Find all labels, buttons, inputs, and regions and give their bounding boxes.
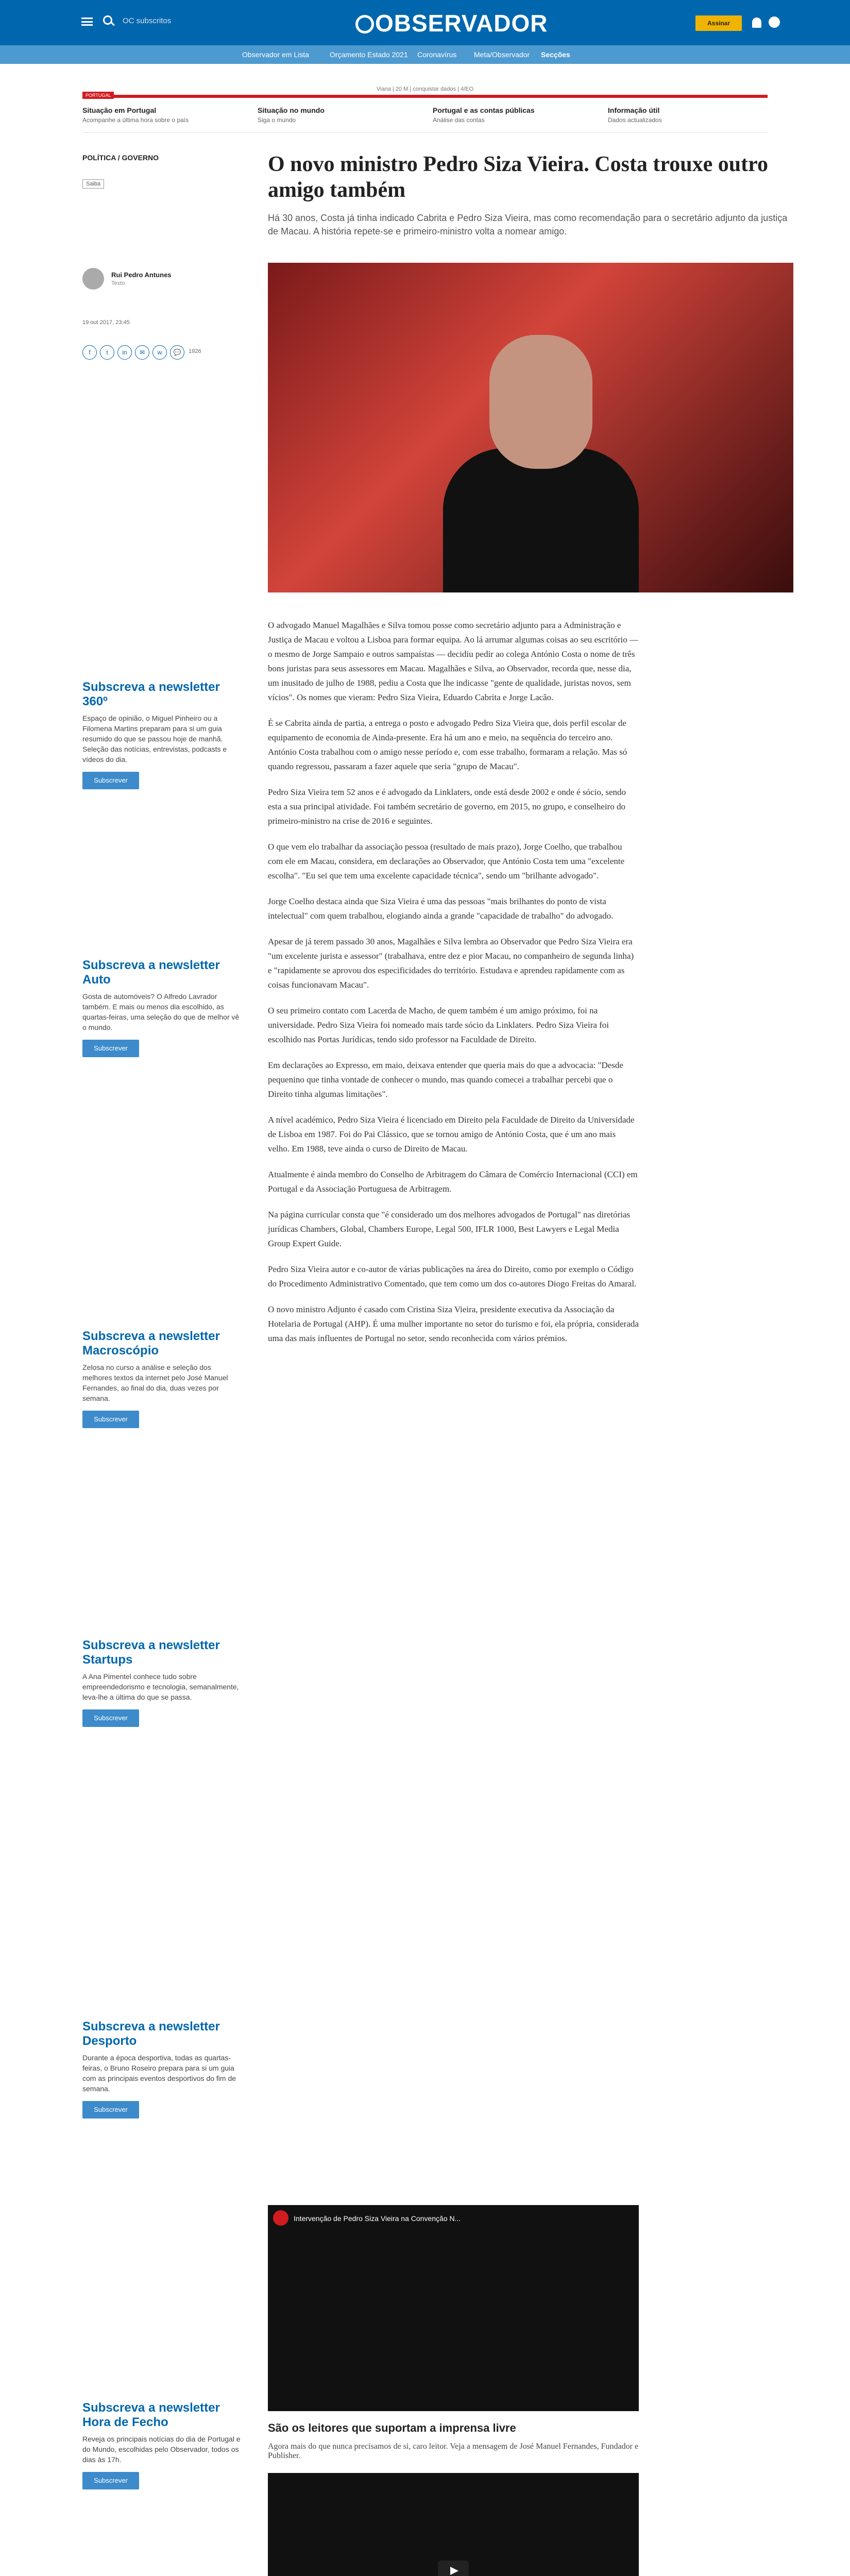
nav-item[interactable]: Coronavírus xyxy=(417,50,457,59)
newsletter-block: Subscreva a newsletter Hora de Fecho Reveja os principais notícias do dia de Portugal e do Mundo, escolhidas pelo Observador, todos os dias às 17h. Subscrever xyxy=(82,2401,242,2489)
paragraph: Pedro Siza Vieira autor e co-autor de várias publicações na área do Direito, como por exemplo o Código do Procedimento Administrativo Comentado, que tem como um dos co-autores Diogo Freitas do Amaral. xyxy=(268,1264,637,1289)
paragraph: Em declarações ao Expresso, em maio, deixava entender que queria mais do que a advocacia: "Desde pequenino que tinha vontade de conhecer o mundo, mas quando comecei a trabalhar percebi que o Direito tinha algumas limitações". xyxy=(268,1060,623,1099)
ad-ticker[interactable]: Viana | 20 M | conquistar dados | 4/EO xyxy=(376,86,474,92)
subscribe-newsletter-button[interactable]: Subscrever xyxy=(82,1709,139,1727)
related-tag: PORTUGAL xyxy=(82,92,114,99)
related-item[interactable]: Situação em Portugal Acompanhe a última hora sobre o país xyxy=(82,106,189,124)
paragraph: O que vem elo trabalhar da associação pessoa (resultado de mais prazo), Jorge Coelho, que trabalhou com ele em Macau, considera, em declarações ao Observador, que António Costa tem uma "excelente escolha". "Eu sei que tem uma excelente capacidade técnica", sendo um "brilhante advogado". xyxy=(268,842,625,880)
paragraph: Jorge Coelho destaca ainda que Siza Vieira é uma das pessoas "mais brilhantes do ponto de vista intelectual" com quem trabalhou, elogiando ainda a grande "capacidade de trabalho" do advogado. xyxy=(268,896,614,921)
related-item[interactable]: Situação no mundo Siga o mundo xyxy=(258,106,325,124)
paragraph: Apesar de já terem passado 30 anos, Magalhães e Silva lembra ao Observador que Pedro Siza Vieira era "um excelente jurista e assessor" (trabalhava, entre dez e pior Macau, no companheiro de segunda linha) e "rapidamente se aprovou dos especificidades do território. Estudava e aprendeu rapidamente com as coisas funcionavam Macau". xyxy=(268,937,634,990)
paragraph: Na página curricular consta que "é considerado um dos melhores advogados de Portugal" nas diretórias jurídicas Chambers, Global, Chambers Europe, Legal 500, IFLR 1000, Best Lawyers e Legal Media Group Expert Guide. xyxy=(268,1210,631,1248)
hero-image xyxy=(268,263,793,592)
related-item[interactable]: Portugal e as contas públicas Análise das contas xyxy=(433,106,535,124)
menu-icon[interactable] xyxy=(81,18,93,26)
main-nav xyxy=(0,45,850,64)
author-role: Texto xyxy=(111,280,125,286)
article-lead: Há 30 anos, Costa já tinha indicado Cabrita e Pedro Siza Vieira, mas como recomendação para o secretário adjunto da justiça de Macau. A história repete-se e primeiro-ministro volta a nomear amigo. xyxy=(268,213,788,236)
subscribe-newsletter-button[interactable]: Subscrever xyxy=(82,1040,139,1057)
subscribe-button[interactable]: Assinar xyxy=(695,15,742,31)
subscribe-newsletter-button[interactable]: Subscrever xyxy=(82,2472,139,2489)
paragraph: É se Cabrita ainda de partia, a entrega o posto e advogado Pedro Siza Vieira que, dois perfil escolar de equipamento de economia de Ainda-presente. Era há um ano e meio, na sequência do terceiro ano. António Costa trabalhou com o amigo nesse período e, com esse trabalho, formaram a relação. Mas só quando regressou, passaram a fazer aquele que seria "grupo de Macau". xyxy=(268,718,627,771)
site-logo[interactable]: OBSERVADOR xyxy=(355,9,548,37)
nav-item-sections[interactable]: Secções xyxy=(541,50,570,59)
article-title: O novo ministro Pedro Siza Vieira. Costa trouxe outro amigo também xyxy=(268,152,769,202)
nav-item[interactable]: Observador em Lista xyxy=(242,50,309,59)
paragraph: A nível académico, Pedro Siza Vieira é licenciado em Direito pela Faculdade de Direito da Universidade de Lisboa em 1987. Foi do Pai Clássico, que se tornou amigo de António Costa, que é um ano mais velho. Em 1988, teve ainda o curso de Direito de Macau. xyxy=(268,1115,635,1154)
readers-desc: Agora mais do que nunca precisamos de si, caro leitor. Veja a mensagem de José Manuel Fernandes, Fundador e Publisher. xyxy=(268,2442,639,2460)
search-icon[interactable] xyxy=(103,15,112,25)
channel-logo xyxy=(273,2210,288,2226)
linkedin-icon[interactable]: in xyxy=(117,345,132,360)
related-strip xyxy=(82,103,768,133)
email-icon[interactable]: ✉ xyxy=(135,345,149,360)
paragraph: Pedro Siza Vieira tem 52 anos e é advogado da Linklaters, onde está desde 2002 e onde é sócio, sendo esta a sua principal atividade. Foi também secretário de governo, em 2015, no grupo, e conselheiro do primeiro-ministro na crise de 2016 e seguintes. xyxy=(268,787,626,826)
user-icon[interactable] xyxy=(769,16,780,28)
subscribe-newsletter-button[interactable]: Subscrever xyxy=(82,1411,139,1428)
newsletter-block: Subscreva a newsletter 360º Espaço de opinião, o Miguel Pinheiro ou a Filomena Martins preparam para si um guia resumido do que se passou hoje de manhã. Seleção das notícias, entrevistas, podcasts e vídeos do dia. Subscrever xyxy=(82,680,242,789)
twitter-icon[interactable]: t xyxy=(100,345,114,360)
bell-icon[interactable] xyxy=(752,18,761,28)
section-label[interactable]: POLÍTICA / GOVERNO xyxy=(82,154,159,162)
red-divider xyxy=(82,95,768,98)
subscribe-newsletter-button[interactable]: Subscrever xyxy=(82,2101,139,2119)
video-embed[interactable] xyxy=(268,2205,639,2411)
video-embed-2[interactable] xyxy=(268,2473,639,2576)
video-title[interactable]: Intervenção de Pedro Siza Vieira na Convenção N... xyxy=(294,2214,461,2223)
play-icon[interactable] xyxy=(438,2561,469,2576)
facebook-icon[interactable]: f xyxy=(82,345,97,360)
whatsapp-icon[interactable]: w xyxy=(152,345,167,360)
paragraph: O seu primeiro contato com Lacerda de Macho, de quem também é um amigo próximo, foi na universidade. Pedro Siza Vieira foi nomeado mais tarde sócio da Linklaters. Pedro Siza Vieira foi escolhido nas Portas Jurídicas, tendo sido professor na Faculdade de Direito. xyxy=(268,1006,609,1044)
related-item[interactable]: Informação útil Dados actualizados xyxy=(608,106,662,124)
newsletter-block: Subscreva a newsletter Startups A Ana Pimentel conhece tudo sobre empreendedorismo e tecnologia, semanalmente, leva-lhe a última do que se passa. Subscrever xyxy=(82,1638,242,1727)
paragraph: Atualmente é ainda membro do Conselho de Arbitragem do Câmara de Comércio Internacional (CCI) em Portugal e da Associação Portuguesa de Arbitragem. xyxy=(268,1170,638,1194)
newsletter-block: Subscreva a newsletter Auto Gosta de automóveis? O Alfredo Lavrador também. E mais ou menos dia escolhido, as quartas-feiras, uma seleção do que de melhor vê o mundo. Subscrever xyxy=(82,958,242,1057)
nav-item[interactable]: Meta/Observador xyxy=(474,50,530,59)
publish-date: 19 out 2017, 23:45 xyxy=(82,319,130,326)
article-body xyxy=(268,618,639,1357)
author-name[interactable]: Rui Pedro Antunes xyxy=(111,271,172,279)
author-block[interactable] xyxy=(82,268,172,290)
edition-label[interactable]: OC subscritos xyxy=(123,16,172,25)
share-count: 1926 xyxy=(189,348,201,354)
comments-icon[interactable]: 💬 xyxy=(170,345,184,360)
avatar xyxy=(82,268,104,290)
paragraph: O novo ministro Adjunto é casado com Cristina Siza Vieira, presidente executiva da Associação da Hotelaria de Portugal (AHP). É uma mulher importante no setor do turismo e foi, ela própria, considerada uma das mais influentes de Portugal no setor, sendo reconhecida com vários prémios. xyxy=(268,1304,639,1343)
newsletter-block: Subscreva a newsletter Macroscópio Zelosa no curso a análise e seleção dos melhores textos da internet pelo José Manuel Fernandes, ao final do dia, duas vezes por semana. Subscrever xyxy=(82,1329,242,1428)
nav-item[interactable]: Orçamento Estado 2021 xyxy=(330,50,408,59)
top-bar xyxy=(0,0,850,45)
readers-title: São os leitores que suportam a imprensa livre xyxy=(268,2421,516,2434)
subscribe-newsletter-button[interactable]: Subscrever xyxy=(82,772,139,789)
newsletter-block: Subscreva a newsletter Desporto Durante a época desportiva, todas as quartas-feiras, o Bruno Roseiro prepara para si um guia com as principais eventos desportivos do fim de semana. Subscrever xyxy=(82,2020,242,2119)
paragraph: O advogado Manuel Magalhães e Silva tomou posse como secretário adjunto para a Administração e Justiça de Macau e voltou a Lisboa para formar equipa. Ao lá arrumar algumas coisas ao seu escritório — o mesmo de Jorge Sampaio e outros sampaístas — decidiu pedir ao colega António Costa o nome de três bons juristas para seus assessores em Macau. Magalhães e Silva, ao Observador, recorda que, nesse dia, um inusitado de julho de 1988, pediu a Costa que lhe indicasse "gente de qualidade, juristas novos, sem vícios". Os nomes que vieram: Pedro Siza Vieira, Eduardo Cabrita e Jorge Lacão. xyxy=(268,620,638,702)
tag-button[interactable]: Saiba xyxy=(82,179,104,189)
